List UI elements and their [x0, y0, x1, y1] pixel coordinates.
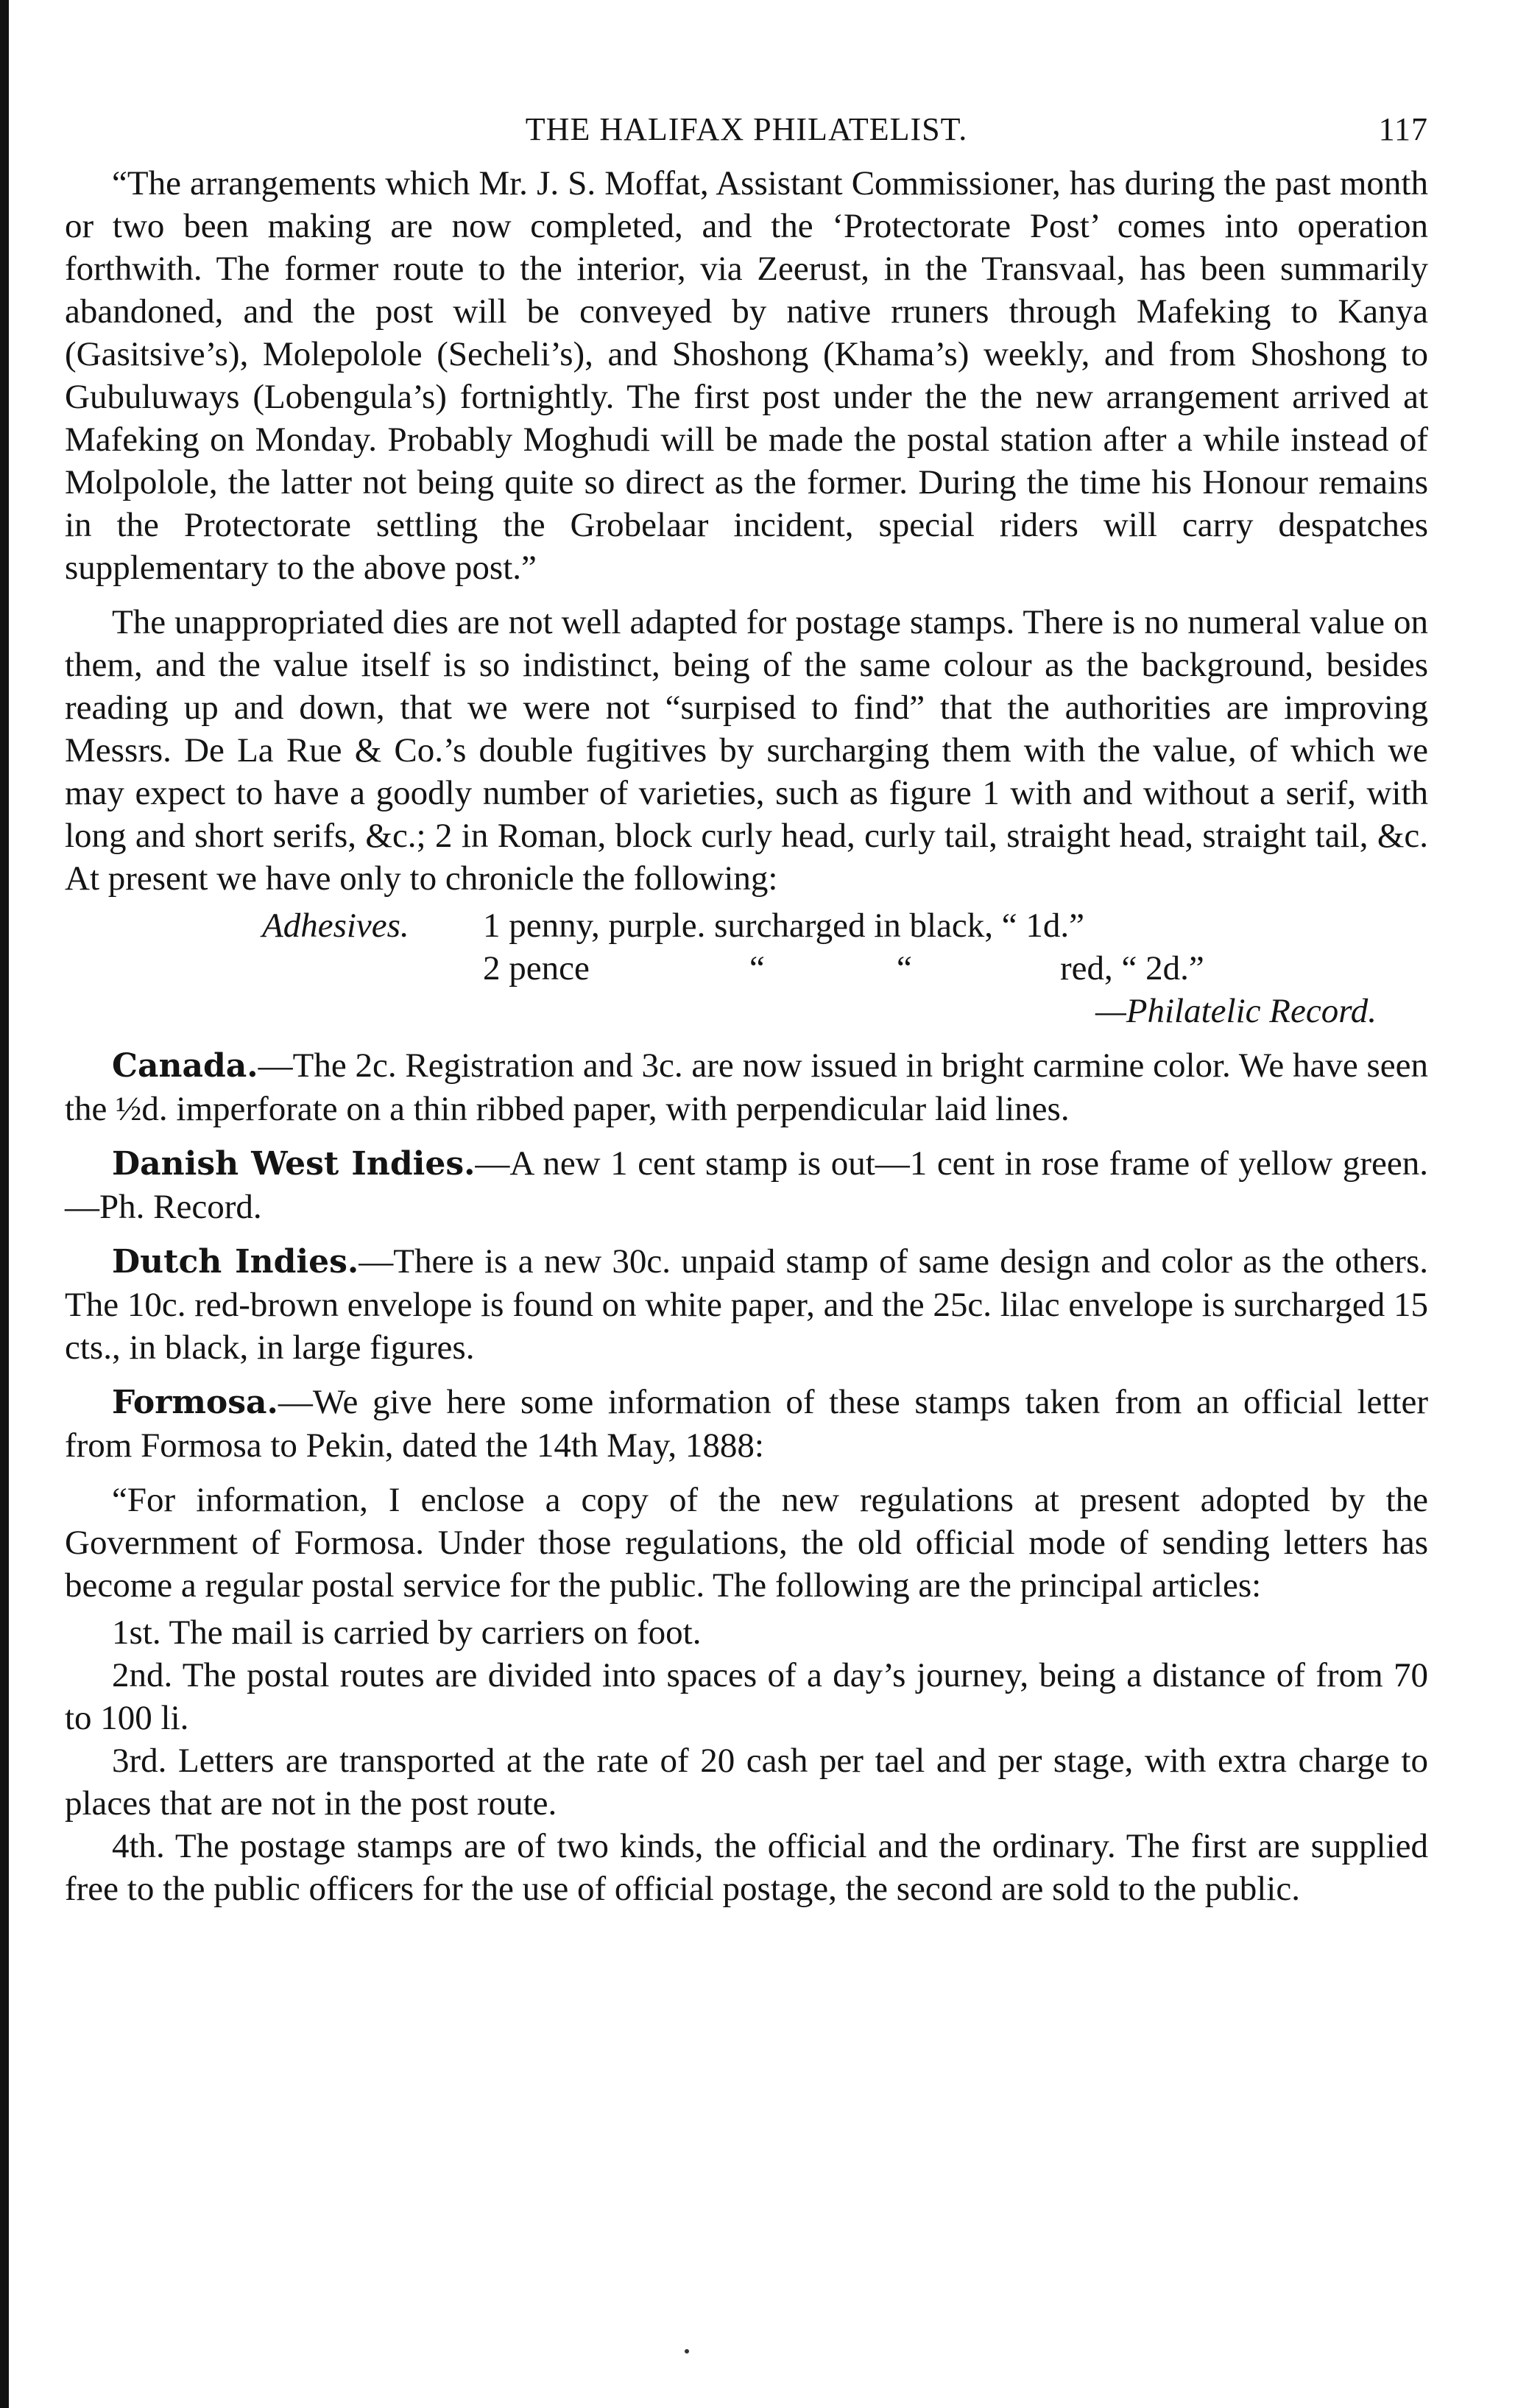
adhesives-label: Adhesives. — [262, 906, 409, 945]
section-heading-dutch-indies: Dutch Indies. — [112, 1243, 359, 1281]
section-formosa — [65, 1381, 1428, 1467]
article-1: 1st. The mail is carried by carriers on foot. — [112, 1613, 702, 1652]
section-text-canada: —The 2c. Registration and 3c. are now issued in bright carmine color. We have seen the ½d. imperforate on a thin ribbed paper, with perpendicular laid lines. — [65, 1046, 1428, 1128]
adhesive-2-pence-color: red, “ 2d.” — [1060, 949, 1204, 988]
running-header — [65, 96, 1428, 155]
section-text-danish-west-indies: —A new 1 cent stamp is out—1 cent in rose frame of yellow green.—Ph. Record. — [65, 1144, 1428, 1226]
section-dutch-indies — [65, 1240, 1428, 1369]
ditto-mark-1: “ — [749, 949, 765, 988]
adhesives-list — [65, 904, 1428, 1032]
page-number: 117 — [1378, 111, 1428, 147]
article-4: 4th. The postage stamps are of two kinds, the official and the ordinary. The first are supplied free to the public officers for the use of official postage, the second are sold to the public. — [65, 1827, 1428, 1908]
adhesive-2-pence: 2 pence — [483, 949, 590, 988]
quote-paragraph-protectorate-post: “The arrangements which Mr. J. S. Moffat, Assistant Commissioner, has during the past month or two been making are now completed, and the ‘Protectorate Post’ comes into operation forthwith. The former route to the interior, via Zeerust, in the Transvaal, has been summarily abandoned, and the post will be conveyed by native rruners through Mafeking to Kanya (Gasitsive’s), Molepolole (Secheli’s), and Shoshong (Khama’s) weekly, and from Shoshong to Gubuluways (Lobengula’s) fortnightly. The first post under the the new arrangement arrived at Mafeking on Monday. Probably Moghudi will be made the postal station after a while instead of Molpolole, the latter not being quite so direct as the former. During the time his Honour remains in the Protectorate settling the Grobelaar incident, special riders will carry despatches supplementary to the above post.” — [65, 164, 1428, 587]
section-danish-west-indies — [65, 1142, 1428, 1228]
adhesive-1-penny: 1 penny, purple. surcharged in black, “ 1d.” — [483, 906, 1085, 945]
section-heading-canada: Canada. — [112, 1047, 258, 1085]
section-heading-formosa: Formosa. — [112, 1384, 278, 1421]
binding-edge — [0, 0, 9, 2408]
source-credit: —Philatelic Record. — [1095, 992, 1377, 1030]
print-speck — [685, 2349, 689, 2354]
section-text-formosa: —We give here some information of these stamps taken from an official letter from Formosa to Pekin, dated the 14th May, 1888: — [65, 1383, 1428, 1465]
adhesives-row-2 — [65, 947, 1428, 990]
article-2: 2nd. The postal routes are divided into spaces of a day’s journey, being a distance of from 70 to 100 li. — [65, 1656, 1428, 1737]
section-heading-danish-west-indies: Danish West Indies. — [112, 1145, 476, 1183]
journal-title: THE HALIFAX PHILATELIST. — [525, 111, 968, 147]
paragraph-unappropriated-dies: The unappropriated dies are not well adapted for postage stamps. There is no numeral value on them, and the value itself is so indistinct, being of the same colour as the background, besides reading up and down, that we were not “surpised to find” that the authorities are improving Messrs. De La Rue & Co.’s double fugitives by surcharging them with the value, of which we may expect to have a goodly number of varieties, such as figure 1 with and without a serif, with long and short serifs, &c.; 2 in Roman, block curly head, curly tail, straight head, straight tail, &c. At present we have only to chronicle the following: — [65, 603, 1428, 898]
ditto-mark-2: “ — [897, 949, 912, 988]
article-3: 3rd. Letters are transported at the rate of 20 cash per tael and per stage, with extra charge to places that are not in the post route. — [65, 1742, 1428, 1823]
section-text-dutch-indies: —There is a new 30c. unpaid stamp of same design and color as the others. The 10c. red-brown envelope is found on white paper, and the 25c. lilac envelope is surcharged 15 cts., in black, in large figures. — [65, 1242, 1428, 1367]
adhesives-row-1 — [65, 904, 1428, 947]
quote-paragraph-formosa-regulations: “For information, I enclose a copy of the new regulations at present adopted by the Government of Formosa. Under those regulations, the old official mode of sending letters has become a regular postal service for the public. The following are the principal articles: — [65, 1481, 1428, 1605]
section-canada — [65, 1044, 1428, 1130]
page — [65, 96, 1428, 1910]
